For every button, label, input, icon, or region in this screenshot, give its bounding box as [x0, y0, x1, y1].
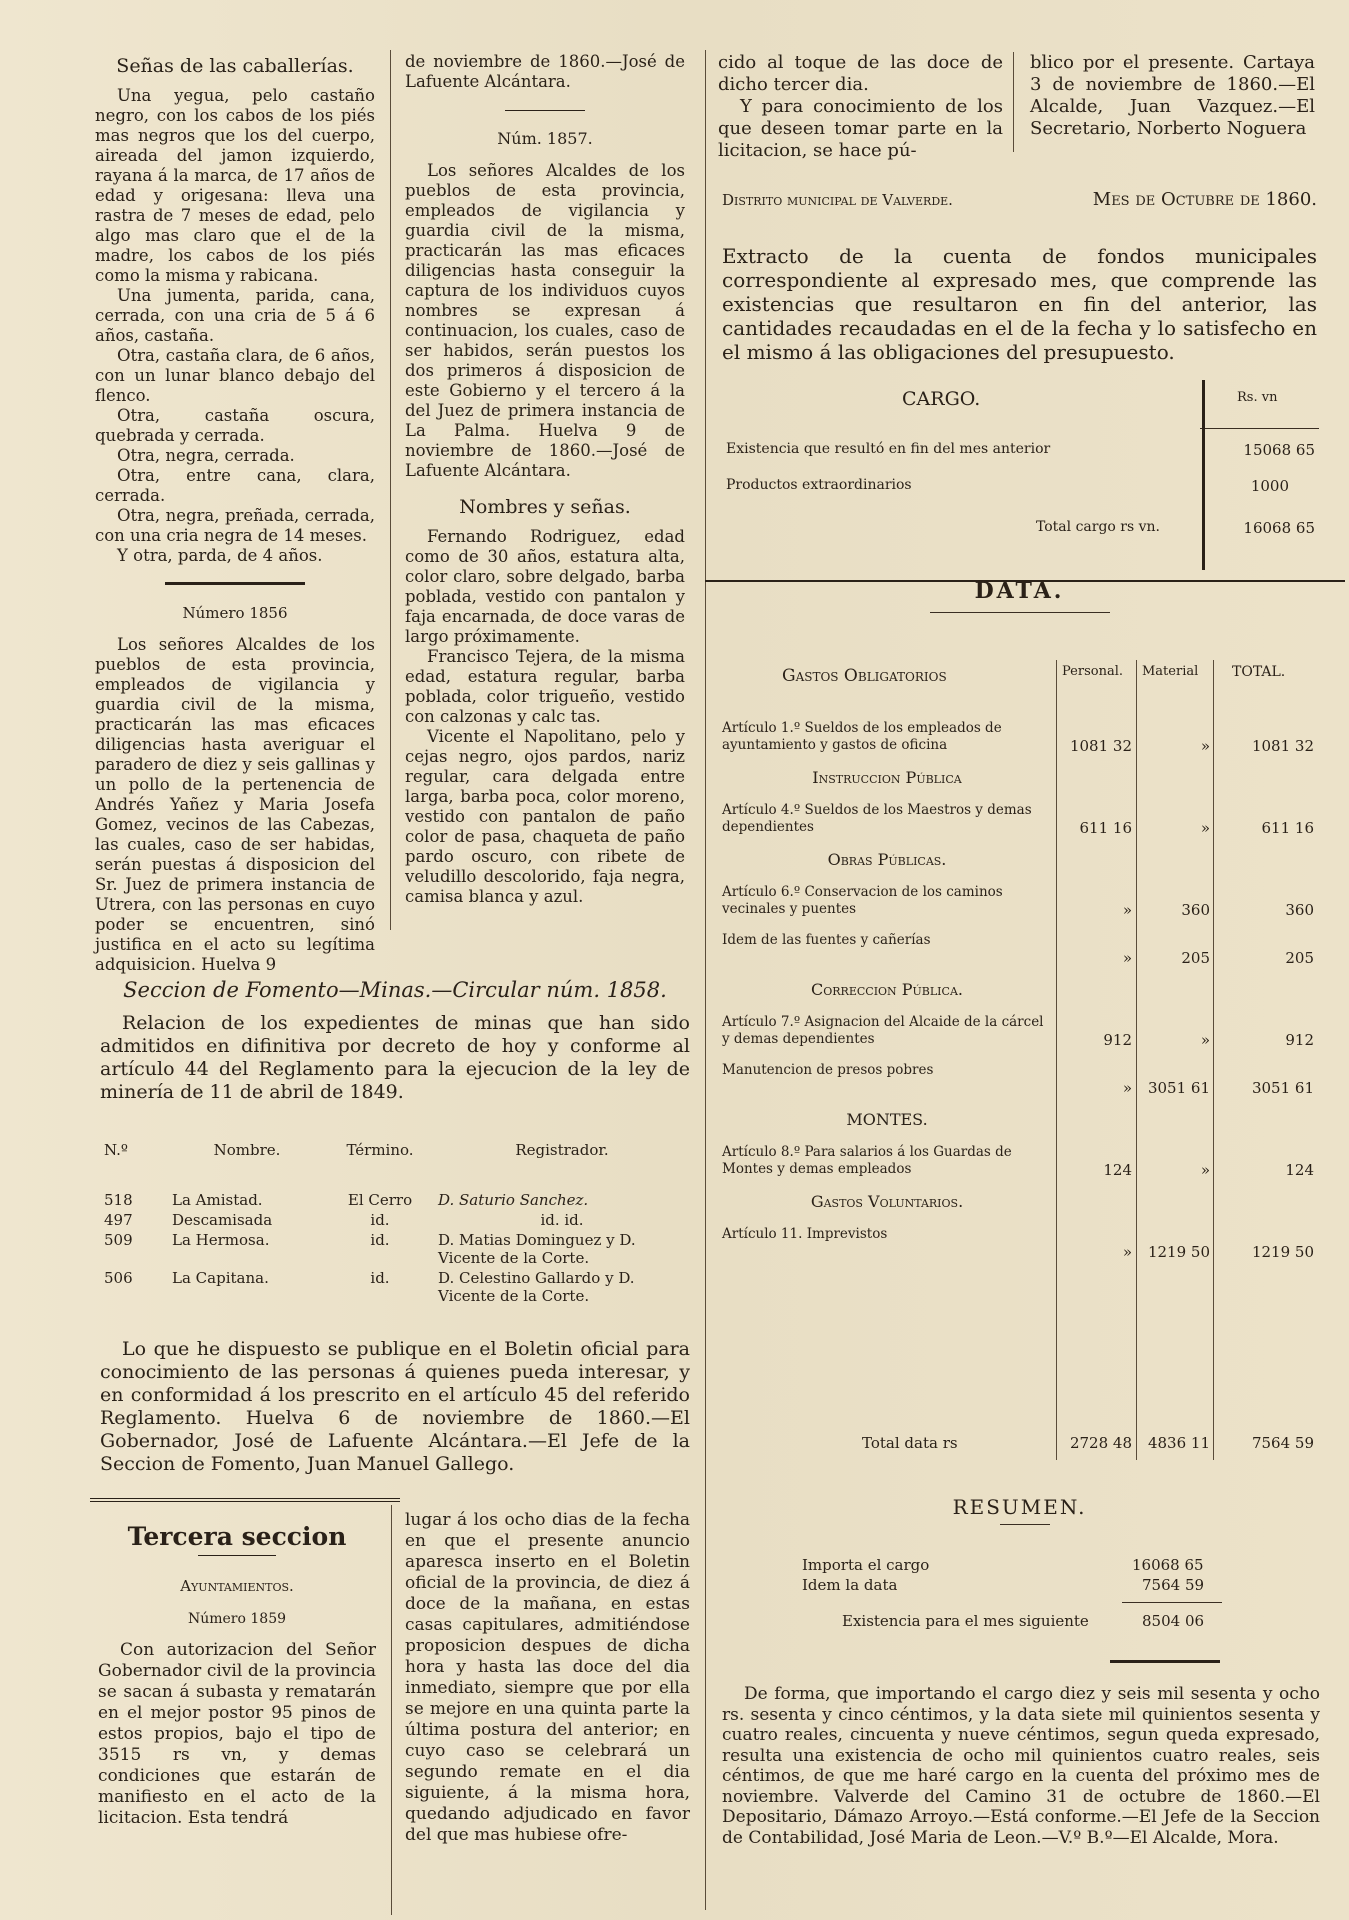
- gastos-obligatorios: Gastos Obligatorios: [782, 666, 947, 686]
- table-row: [100, 1268, 690, 1306]
- cargo-label: Existencia que resultó en fin del mes anterior: [726, 441, 1051, 457]
- column-divider: [1013, 52, 1014, 152]
- cargo-label: Total cargo rs vn.: [1035, 519, 1160, 535]
- data-row-total: 205: [1285, 949, 1314, 967]
- resumen-label: Existencia para el mes siguiente: [842, 1612, 1089, 1630]
- paragraph: Extracto de la cuenta de fondos municipales correspondiente al expresado mes, que comprende las existencias que resultaron en fin del anterior, las cantidades recaudadas en el de la fecha y lo satisfecho en el mismo á las obligaciones del presupuesto.: [722, 244, 1317, 364]
- divider: [90, 1498, 400, 1502]
- paragraph: Los señores Alcaldes de los pueblos de esta provincia, empleados de vigilancia y guardia civil de la misma, practicarán las mas eficaces diligencias hasta conseguir la captura de los individuos cuyos nombres se expresan á continuacion, los cuales, caso de ser habidos, serán puestos los dos primeros á disposicion de este Gobierno y el tercero á la del Juez de primera instancia de La Palma. Huelva 9 de noviembre de 1860.—José de Lafuente Alcántara.: [405, 161, 685, 480]
- paragraph: Fernando Rodriguez, edad como de 30 años, estatura alta, color claro, sobre delgado, barba poblada, vestido con pantalon y faja encarnada, de doce varas de largo próximamente.: [405, 527, 685, 646]
- valverde-header: [722, 190, 1317, 210]
- data-row-personal: »: [1122, 949, 1132, 967]
- divider: [505, 110, 585, 111]
- divider: [1110, 1660, 1220, 1663]
- data-row-personal: 1081 32: [1069, 737, 1132, 755]
- cell: id.: [370, 1211, 390, 1229]
- paragraph: Relacion de los expedientes de minas que han sido admitidos en difinitiva por decreto de hoy y conforme al artículo 44 del Reglamento para la ejecucion de la ley de minería de 11 de abril de 1849.: [100, 1012, 690, 1103]
- paragraph: blico por el presente. Cartaya 3 de noviembre de 1860.—El Alcalde, Juan Vazquez.—El Secretario, Norberto Noguera: [1030, 52, 1315, 139]
- data-row-label: Artículo 6.º Conservacion de los caminos vecinales y puentes: [722, 884, 1003, 917]
- paragraph: Lo que he dispuesto se publique en el Boletin oficial para conocimiento de las personas á quienes pueda interesar, y en conformidad á los prescrito en el artículo 45 del referido Reglamento. Huelva 6 de noviembre de 1860.—El Gobernador, José de Lafuente Alcántara.—El Jefe de la Seccion de Fomento, Juan Manuel Gallego.: [100, 1338, 690, 1475]
- paragraph: Otra, castaña clara, de 6 años, con un lunar blanco debajo del flenco.: [95, 346, 375, 405]
- data-row-material: 3051 61: [1147, 1079, 1210, 1097]
- data-row-material: 205: [1181, 949, 1210, 967]
- col-header: TOTAL.: [1232, 664, 1286, 680]
- cell: D. Saturio Sanchez.: [438, 1191, 589, 1209]
- column-d: [1030, 52, 1315, 140]
- data-row-material: »: [1200, 737, 1210, 755]
- notice-number: Número 1859: [187, 1611, 287, 1627]
- paragraph: Francisco Tejera, de la misma edad, estatura regular, barba poblada, color trigueño, vestido con calzonas y calc tas.: [405, 647, 685, 726]
- data-row-total: 360: [1285, 901, 1314, 919]
- column-divider: [391, 1505, 392, 1915]
- data-row-personal: »: [1122, 1079, 1132, 1097]
- data-row-personal: 124: [1103, 1161, 1132, 1179]
- cell: D. Matias Dominguez y D. Vicente de la Corte.: [438, 1231, 636, 1267]
- paragraph: Los señores Alcaldes de los pueblos de esta provincia, empleados de vigilancia y guardia civil de la misma, practicarán las mas eficaces diligencias hasta averiguar el paradero de diez y seis gallinas y un pollo de la pertenencia de Andrés Yañez y Maria Josefa Gomez, vecinos de las Cabezas, las cuales, caso de ser habidas, serán puestas á disposicion del Sr. Juez de primera instancia de Utrera, con las personas en cuyo poder se encuentren, sinó justifica en el acto su legítima adquisicion. Huelva 9: [95, 635, 375, 974]
- cell: 506: [104, 1269, 133, 1287]
- paragraph: Otra, castaña oscura, quebrada y cerrada.: [95, 406, 375, 445]
- data-row-personal: 912: [1103, 1031, 1132, 1049]
- resumen-value: 16068 65: [1132, 1556, 1204, 1574]
- data-section-title: Correccion Pública.: [811, 980, 963, 999]
- paragraph: Otra, entre cana, clara, cerrada.: [95, 466, 375, 505]
- column-divider: [705, 50, 706, 1910]
- mes-title: Mes de Octubre de 1860.: [1092, 189, 1317, 210]
- total-total: 7564 59: [1251, 1434, 1314, 1452]
- section-title: Nombres y señas.: [459, 496, 631, 518]
- data-row-material: 1219 50: [1147, 1243, 1210, 1261]
- column-c: [718, 52, 1003, 162]
- data-row-label: Artículo 1.º Sueldos de los empleados de ayuntamiento y gastos de oficina: [722, 720, 1002, 753]
- cell: El Cerro: [347, 1191, 413, 1209]
- col-header: Material: [1142, 664, 1199, 679]
- valverde-closing: [722, 1684, 1320, 1848]
- cell: D. Celestino Gallardo y D. Vicente de la Corte.: [438, 1269, 635, 1305]
- data-row-material: »: [1200, 819, 1210, 837]
- data-row-total: 1081 32: [1251, 737, 1314, 755]
- extracto: [722, 244, 1317, 364]
- divider: [198, 1555, 276, 1556]
- paragraph: Una yegua, pelo castaño negro, con los cabos de los piés mas negros que los del cuerpo, aireada del jamon izquierdo, rayana á la marca, de 17 años de edad y origesana: lleva una rastra de 7 meses de edad, pelo algo mas claro que el de la madre, los cabos de los piés como la misma y rabicana.: [95, 86, 375, 285]
- cell: La Amistad.: [172, 1191, 263, 1209]
- paragraph: Otra, negra, cerrada.: [117, 446, 295, 465]
- data-section-title: Obras Públicas.: [827, 850, 947, 869]
- cell: id.: [370, 1269, 390, 1287]
- section-title: Tercera seccion: [127, 1522, 347, 1551]
- paragraph: Una jumenta, parida, cana, cerrada, con una cria de 5 á 6 años, castaña.: [95, 286, 375, 345]
- data-row-label: Manutencion de presos pobres: [722, 1062, 934, 1078]
- column-b: [405, 52, 685, 907]
- data-row-total: 1219 50: [1251, 1243, 1314, 1261]
- col-header: Nombre.: [213, 1141, 281, 1159]
- table-row: [100, 1230, 690, 1268]
- cell: La Capitana.: [172, 1269, 269, 1287]
- table-header: [100, 1140, 690, 1160]
- data-row-material: 360: [1181, 901, 1210, 919]
- cargo-row: [722, 440, 1319, 476]
- tercera-section: [98, 1512, 376, 1829]
- data-row-personal: »: [1122, 1243, 1132, 1261]
- data-row-material: »: [1200, 1161, 1210, 1179]
- cell: Descamisada: [172, 1211, 273, 1229]
- table-row: [100, 1210, 690, 1230]
- notice-number: Número 1856: [182, 604, 288, 622]
- distrito-title: Distrito municipal de Valverde.: [722, 191, 953, 209]
- cell: id.: [370, 1231, 390, 1249]
- data-row-total: 912: [1285, 1031, 1314, 1049]
- data-table: [722, 660, 1322, 706]
- data-section-title: MONTES.: [846, 1110, 928, 1129]
- resumen-table: [722, 1556, 1317, 1632]
- notice-number: Núm. 1857.: [497, 129, 593, 148]
- total-label: Total data rs: [862, 1434, 958, 1452]
- data-row-total: 611 16: [1261, 819, 1314, 837]
- data-section-title: Instruccion Pública: [812, 768, 962, 787]
- cell: id. id.: [540, 1211, 584, 1229]
- paragraph: de noviembre de 1860.—José de Lafuente Alcántara.: [405, 52, 685, 91]
- col-header: Personal.: [1062, 664, 1123, 679]
- data-row-label: Artículo 8.º Para salarios á los Guardas de Montes y demas empleados: [722, 1144, 1012, 1177]
- subsection-title: Ayuntamientos.: [180, 1577, 294, 1595]
- section-title: Seccion de Fomento—Minas.—Circular núm. 1858.: [123, 978, 667, 1002]
- col-header: Registrador.: [515, 1141, 609, 1159]
- minas-closing: [100, 1338, 690, 1476]
- rs-vn-label: Rs. vn: [1237, 390, 1278, 405]
- data-row-personal: 611 16: [1079, 819, 1132, 837]
- data-row-label: Artículo 4.º Sueldos de los Maestros y demas dependientes: [722, 802, 1032, 835]
- paragraph: Otra, negra, preñada, cerrada, con una cria negra de 14 meses.: [95, 506, 375, 545]
- data-row-total: 3051 61: [1251, 1079, 1314, 1097]
- minas-section: [100, 975, 690, 1104]
- cell: 497: [104, 1211, 133, 1229]
- data-section-title: Gastos Voluntarios.: [810, 1192, 964, 1211]
- resumen-value: 7564 59: [1142, 1576, 1205, 1594]
- divider: [930, 612, 1110, 613]
- paragraph: Y para conocimiento de los que deseen tomar parte en la licitacion, se hace pú-: [718, 96, 1003, 161]
- column-a: [95, 52, 375, 975]
- paragraph: cido al toque de las doce de dicho tercer dia.: [718, 52, 1003, 95]
- cargo-row: [722, 518, 1319, 538]
- column-divider: [390, 50, 391, 930]
- cargo-value: 15068 65: [1243, 441, 1315, 459]
- cell: 518: [104, 1191, 133, 1209]
- paragraph: Vicente el Napolitano, pelo y cejas negro, ojos pardos, nariz regular, cara delgada entre larga, barba poca, color moreno, vestido con pantalon de paño color de pasa, chaqueta de paño pardo oscuro, con ribete de veludillo descolorido, faja negra, camisa blanca y azul.: [405, 727, 685, 906]
- cargo-row: [722, 476, 1319, 518]
- total-row: [722, 1430, 1322, 1456]
- data-row-material: »: [1200, 1031, 1210, 1049]
- cell: 509: [104, 1231, 133, 1249]
- paragraph: De forma, que importando el cargo diez y seis mil sesenta y ocho rs. sesenta y cinco céntimos, y la data siete mil quinientos sesenta y cuatro reales, cincuenta y nueve céntimos, segun queda expresado, resulta una existencia de ocho mil quinientos cuatro reales, seis céntimos, de que me haré cargo en la cuenta del próximo mes de noviembre. Valverde del Camino 31 de octubre de 1860.—El Depositario, Dámazo Arroyo.—Está conforme.—El Jefe de la Seccion de Contabilidad, José Maria de Leon.—V.º B.º—El Alcalde, Mora.: [722, 1684, 1320, 1848]
- tercera-cont: [405, 1510, 690, 1846]
- data-row-label: Idem de las fuentes y cañerías: [722, 932, 931, 948]
- cargo-title: CARGO.: [902, 388, 981, 410]
- data-row-label: Artículo 7.º Asignacion del Alcaide de la cárcel y demas dependientes: [722, 1014, 1044, 1047]
- data-row-personal: »: [1122, 901, 1132, 919]
- cargo-value: 1000: [1250, 477, 1289, 495]
- data-row-label: Artículo 11. Imprevistos: [722, 1226, 888, 1242]
- cell: La Hermosa.: [172, 1231, 270, 1249]
- col-header: Término.: [346, 1141, 414, 1159]
- cargo-table: [722, 380, 1319, 538]
- paragraph: Y otra, parda, de 4 años.: [117, 546, 323, 565]
- total-material: 4836 11: [1147, 1434, 1210, 1452]
- resumen-label: Idem la data: [802, 1576, 898, 1594]
- resumen-title: RESUMEN.: [952, 1495, 1087, 1519]
- resumen-value: 8504 06: [1142, 1612, 1205, 1630]
- cargo-label: Productos extraordinarios: [726, 477, 912, 493]
- data-title: DATA.: [974, 578, 1065, 604]
- col-header: N.º: [104, 1141, 128, 1159]
- cargo-value: 16068 65: [1243, 519, 1315, 537]
- divider: [165, 582, 305, 585]
- paragraph: Con autorizacion del Señor Gobernador civil de la provincia se sacan á subasta y rematarán en el mejor postor 95 pinos de estos propios, bajo el tipo de 3515 rs vn, y demas condiciones que estarán de manifiesto en el acto de la licitacion. Esta tendrá: [98, 1640, 376, 1828]
- table-row: [100, 1190, 690, 1210]
- total-personal: 2728 48: [1069, 1434, 1132, 1452]
- data-row-total: 124: [1285, 1161, 1314, 1179]
- section-title: Señas de las caballerías.: [116, 55, 354, 77]
- minas-table: [100, 1140, 690, 1306]
- resumen-label: Importa el cargo: [802, 1556, 930, 1574]
- paragraph: lugar á los ocho dias de la fecha en que el presente anuncio aparesca inserto en el Boletin oficial de la provincia, de diez á doce de la mañana, en estas casas capitulares, admitiéndose proposicion despues de dicha hora y hasta las doce del dia inmediato, siempre que por ella se mejore en una quinta parte la última postura del anterior; en cuyo caso se celebrará un segundo remate en el dia siguiente, á la misma hora, quedando adjudicado en favor del que mas hubiese ofre-: [405, 1510, 690, 1845]
